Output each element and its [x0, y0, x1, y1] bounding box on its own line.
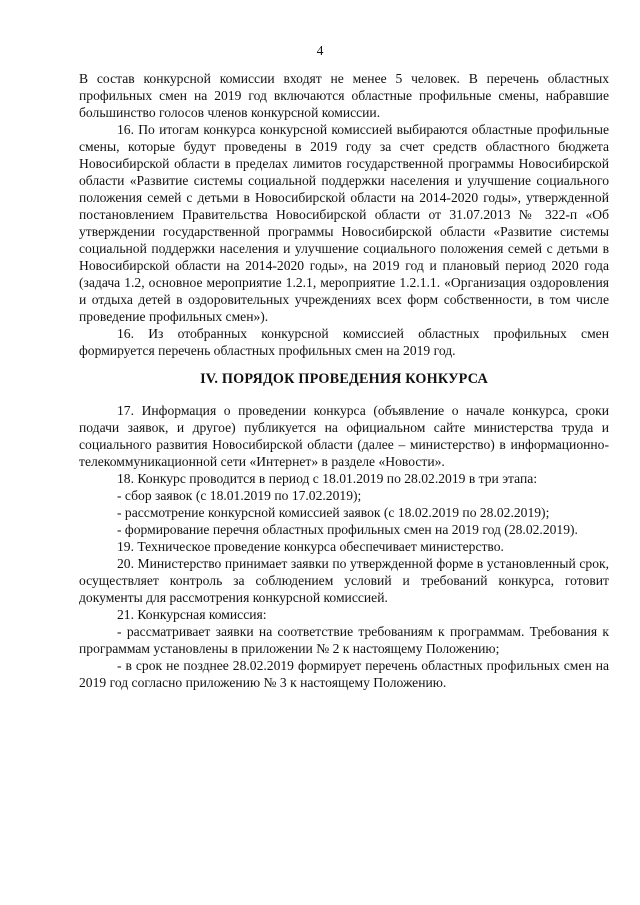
paragraph-17-information: 17. Информация о проведении конкурса (объявление о начале конкурса, сроки подачи заявок, и другое) публикуется на официальном сайте министерства труда и социального развития Новосибирской области (далее – министерство) в информационно-телекоммуникационной сети «Интернет» в разделе «Новости».	[79, 403, 609, 469]
paragraph-commission-composition: В состав конкурсной комиссии входят не менее 5 человек. В перечень областных профильных смен на 2019 год включаются областные профильные смены, набравшие большинство голосов членов конкурсной комиссии.	[79, 71, 609, 120]
paragraph-18-period: 18. Конкурс проводится в период с 18.01.2019 по 28.02.2019 в три этапа:	[117, 471, 538, 486]
list-item-stage-3: - формирование перечня областных профильных смен на 2019 год (28.02.2019).	[117, 522, 578, 537]
list-item-commission-list: - в срок не позднее 28.02.2019 формирует перечень областных профильных смен на 2019 год согласно приложению № 3 к настоящему Положению.	[79, 658, 609, 690]
paragraph-16-selection: 16. По итогам конкурса конкурсной комиссией выбираются областные профильные смены, которые будут проведены в 2019 году за счет средств областного бюджета Новосибирской области в пределах лимитов государственной программы Новосибирской области «Развитие системы социальной поддержки населения и улучшение социального положения семей с детьми в Новосибирской области на 2014-2020 годы», утвержденной постановлением Правительства Новосибирской области от 31.07.2013 № 322-п «Об утверждении государственной программы Новосибирской области «Развитие системы социальной поддержки населения и улучшение социального положения семей с детьми в Новосибирской области на 2014-2020 годы», на 2019 год и плановый период 2020 года (задача 1.2, основное мероприятие 1.2.1, мероприятие 1.2.1.1. «Организация оздоровления и отдыха детей в оздоровительных учреждениях всех форм собственности, в том числе проведение профильных смен»).	[79, 122, 609, 324]
paragraph-21-commission: 21. Конкурсная комиссия:	[117, 607, 267, 622]
list-item-commission-review: - рассматривает заявки на соответствие требованиям к программам. Требования к программам установлены в приложении № 2 к настоящему Положению;	[79, 624, 609, 656]
document-body	[79, 70, 609, 691]
list-item-stage-1: - сбор заявок (с 18.01.2019 по 17.02.2019);	[117, 488, 362, 503]
section-heading: IV. ПОРЯДОК ПРОВЕДЕНИЯ КОНКУРСА	[200, 371, 488, 387]
page-number: 4	[316, 43, 324, 58]
list-item-stage-2: - рассмотрение конкурсной комиссией заявок (с 18.02.2019 по 28.02.2019);	[117, 505, 550, 520]
paragraph-16-list: 16. Из отобранных конкурсной комиссией областных профильных смен формируется перечень областных профильных смен на 2019 год.	[79, 326, 609, 358]
paragraph-20-ministry: 20. Министерство принимает заявки по утвержденной форме в установленный срок, осуществляет контроль за соблюдением условий и требований конкурса, готовит документы для рассмотрения конкурсной комиссией.	[79, 556, 609, 605]
paragraph-19-technical: 19. Техническое проведение конкурса обеспечивает министерство.	[117, 539, 504, 554]
